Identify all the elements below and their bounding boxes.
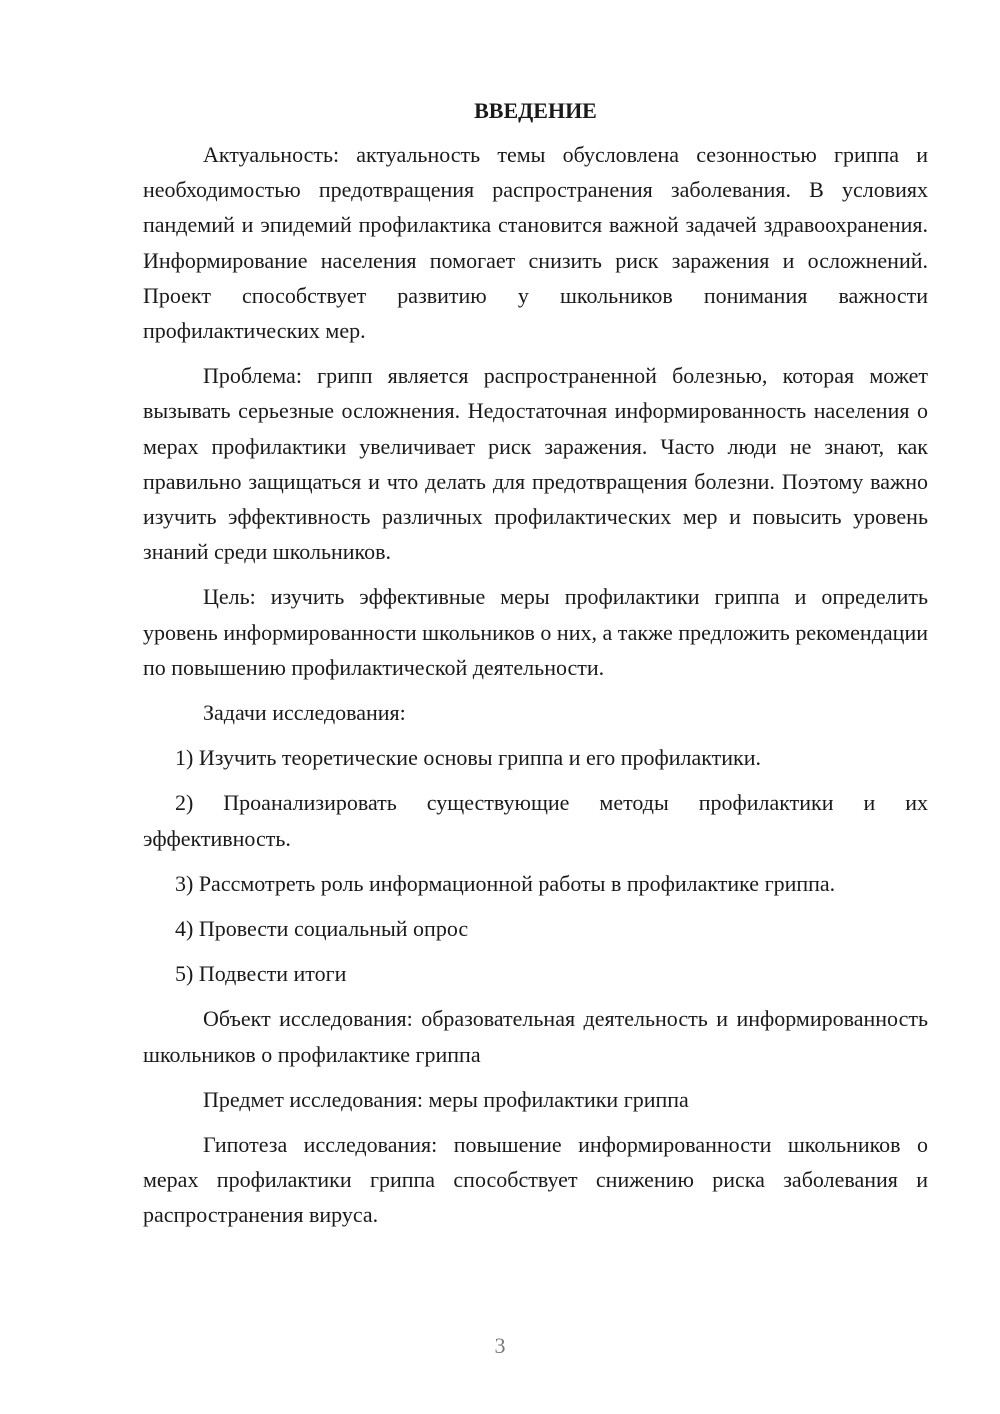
section-heading: ВВЕДЕНИЕ	[474, 98, 597, 123]
list-item: 2) Проанализировать существующие методы профилактики и их эффективность.	[143, 790, 928, 851]
tasks-title: Задачи исследования:	[203, 700, 406, 726]
list-item: 5) Подвести итоги	[175, 961, 347, 987]
page-number: 3	[494, 1333, 506, 1358]
relevance-paragraph: Актуальность: актуальность темы обусловлена сезонностью гриппа и необходимостью предотвращения распространения заболевания. В условиях пандемий и эпидемий профилактика становится важной задачей здравоохранения. Информирование населения помогает снизить риск заражения и осложнений. Проект способствует развитию у школьников понимания важности профилактических мер.	[143, 142, 928, 344]
document-page	[143, 93, 928, 1233]
problem-paragraph: Проблема: грипп является распространенной болезнью, которая может вызывать серьезные осложнения. Недостаточная информированность населения о мерах профилактики увеличивает риск заражения. Часто люди не знают, как правильно защищаться и что делать для предотвращения болезни. Поэтому важно изучить эффективность различных профилактических мер и повысить уровень знаний среди школьников.	[143, 363, 928, 565]
hypothesis-paragraph: Гипотеза исследования: повышение информированности школьников о мерах профилактики гриппа способствует снижению риска заболевания и распространения вируса.	[143, 1132, 928, 1228]
tasks-list	[143, 740, 928, 991]
subject-paragraph: Предмет исследования: меры профилактики гриппа	[203, 1086, 689, 1112]
list-item: 1) Изучить теоретические основы гриппа и его профилактики.	[175, 745, 761, 771]
object-paragraph: Объект исследования: образовательная деятельность и информированность школьников о профилактике гриппа	[143, 1006, 928, 1067]
list-item: 4) Провести социальный опрос	[175, 916, 469, 942]
goal-paragraph: Цель: изучить эффективные меры профилактики гриппа и определить уровень информированности школьников о них, а также предложить рекомендации по повышению профилактической деятельности.	[143, 584, 928, 680]
list-item: 3) Рассмотреть роль информационной работы в профилактике гриппа.	[175, 870, 836, 896]
